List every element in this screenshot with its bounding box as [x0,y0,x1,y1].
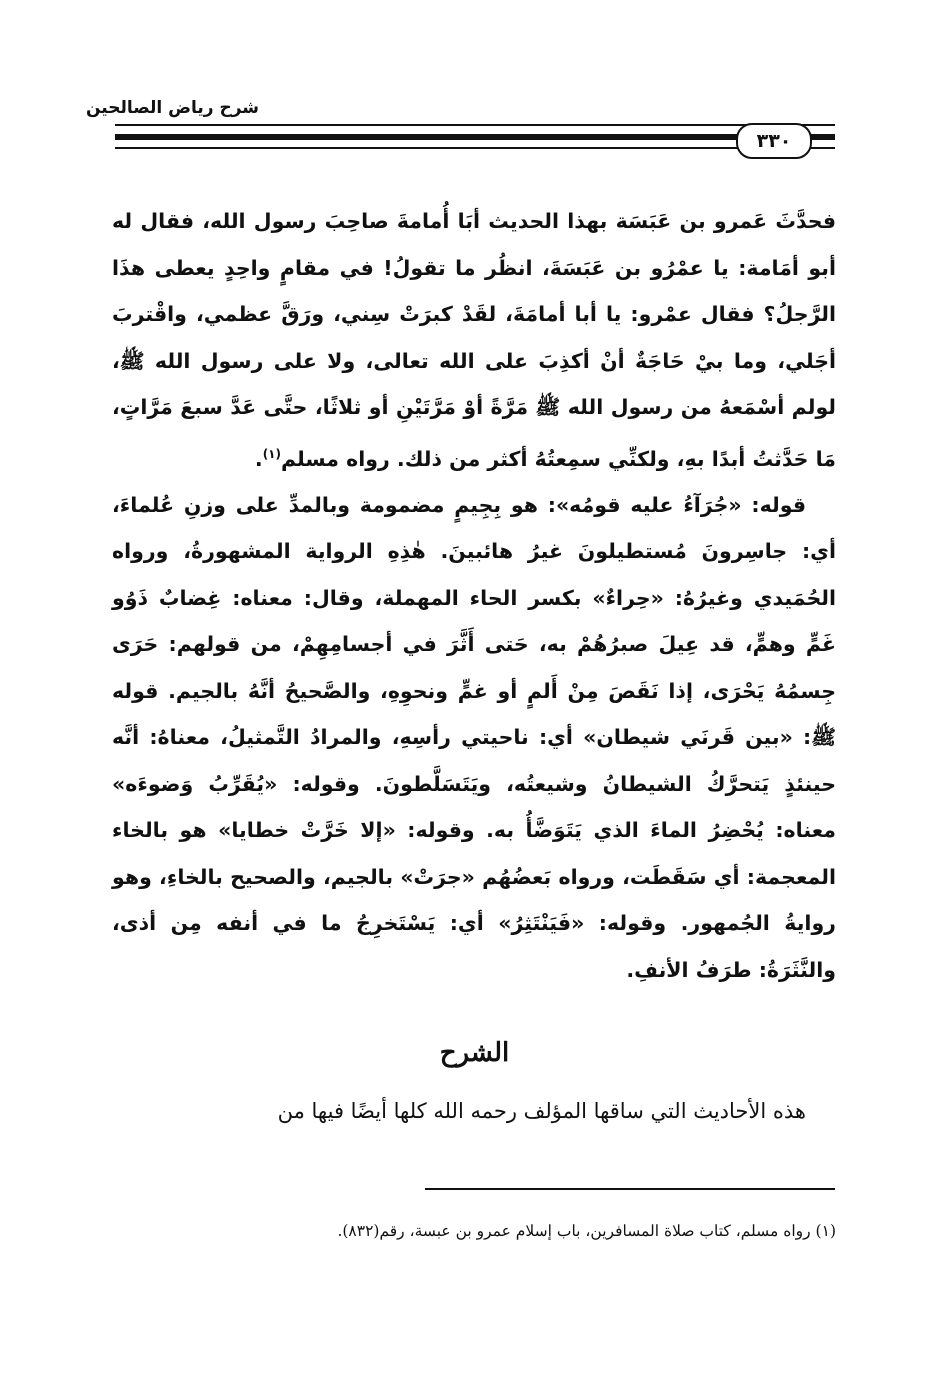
page-number: ٣٣٠ [756,130,792,152]
hadith-paragraph [112,198,836,482]
header-rule-bottom [115,147,835,149]
footnote: (١) رواه مسلم، كتاب صلاة المسافرين، باب إسلام عمرو بن عبسة، رقم(٨٣٢). [337,1222,836,1240]
footnote-separator [425,1188,835,1190]
hadith-text: فحدَّثَ عَمرو بن عَبَسَة بهذا الحديث أبَا أُمامةَ صاحِبَ رسول الله، فقال له أبو أمَامة: يا عمْرُو بن عَبَسَةَ، انظُر ما تقولُ! في مقامٍ واحِدٍ يعطى هذَا الرَّجلُ؟ فقال عمْرو: يا أبا أمامَةَ، لقَدْ كبرَتْ سِني، ورَقَّ عظمي، واقْتربَ أجَلي، وما بيْ حَاجَةٌ أنْ أكذِبَ على الله تعالى، ولا على رسول الله ﷺ، لولم أسْمَعهُ من رسول الله ﷺ مَرَّةً أوْ مَرَّتَيْنِ أو ثلاثًا، حتَّى عَدَّ سبعَ مَرَّاتٍ، مَا حَدَّثتُ أبدًا بهِ، ولكنِّي سمِعتُهُ أكثر من ذلك. رواه مسلم [112,209,836,471]
book-title: شرح رياض الصالحين [85,98,259,118]
explanation-paragraph: قوله: «جُرَآءُ عليه قومُه»: هو بِجِيمٍ مضمومة وبالمدِّ على وزنِ عُلماءَ، أي: جاسِرونَ مُستطيلونَ غيرُ هائبينَ. هٰذِهِ الرواية المشهورةُ، ورواه الحُمَيدي وغيرُهُ: «حِراءٌ» بكسر الحاء المهملة، وقال: معناه: غِضابٌ ذَوُو غَمٍّ وهمٍّ، قد عِيلَ صبرُهُمْ به، حَتى أَثَّرَ في أجسامِهِمْ، من قولهم: حَرَى جِسمُهُ يَحْرَى، إذا نَقَصَ مِنْ أَلمٍ أو غمٍّ ونحوِهِ، والصَّحيحُ أنَّهُ بالجيم. قوله ﷺ: «بين قَرنَي شيطان» أي: ناحيتي رأسِهِ، والمرادُ التَّمثيلُ، معناهُ: أنَّه حينئذٍ يَتحرَّكُ الشيطانُ وشيعتُه، ويَتَسَلَّطونَ. وقوله: «يُقَرِّبُ وَضوءَه» معناه: يُحْضِرُ الماءَ الذي يَتَوَضَّأُ به. وقوله: «إلا خَرَّتْ خطايا» هو بالخاء المعجمة: أي سَقَطَت، ورواه بَعضُهُم «جرَتْ» بالجيم، والصحيح بالخاءِ، وهو روايةُ الجُمهور. وقوله: «فَيَنْتَثِرُ» أي: يَسْتَخرِجُ ما في أنفه مِن أذى، والنَّثَرَةُ: طرَفُ الأنفِ. [112,492,836,982]
commentary-paragraph: هذه الأحاديث التي ساقها المؤلف رحمه الله كلها أيضًا فيها من [277,1099,806,1123]
page-number-badge [736,123,812,159]
section-heading: الشرح [439,1038,510,1068]
footnote-reference: (١) [262,446,281,461]
header-rule-middle [115,134,835,140]
hadith-end-mark: . [254,446,263,471]
main-text [112,198,836,993]
header-rule-top [115,124,835,126]
